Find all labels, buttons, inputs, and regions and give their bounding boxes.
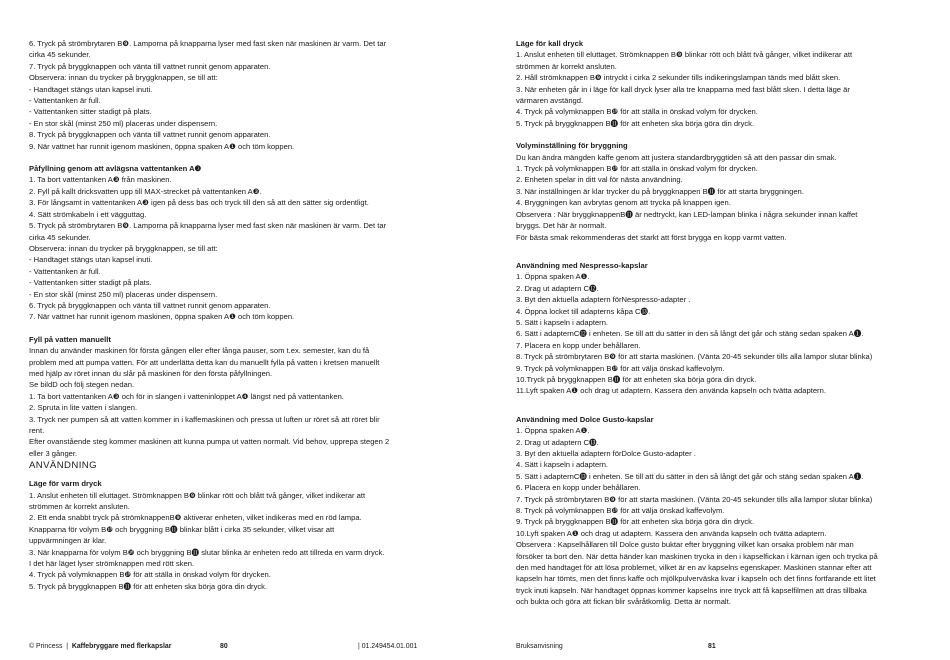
text-line: - Handtaget stängs utan kapsel inuti.	[29, 84, 153, 94]
text-line: 4. Sätt strömkabeln i ett vägguttag.	[29, 209, 147, 219]
text-line: problem med att pumpa vatten. För att underlätta detta kan du manuellt fylla på vatten i kretsen manuellt	[29, 357, 380, 367]
section-heading: Läge för kall dryck	[516, 39, 584, 48]
text-line: 10.Tryck på bryggknappen B⓫ för att enheten ska börja göra din dryck.	[516, 374, 757, 384]
text-line: 2. Enheten spelar in ditt val för nästa användning.	[516, 175, 683, 185]
text-line: Innan du använder maskinen för första gången eller efter långa pauser, som t.ex. semester, kan du få	[29, 346, 370, 356]
text-line: 1. Anslut enheten till eluttaget. Strömknappen B❾ blinkar rött och blått två gånger, vilket indikerar att	[29, 490, 366, 500]
text-line: 4. Bryggningen kan avbrytas genom att trycka på knappen igen.	[516, 198, 731, 208]
text-line: 8. Tryck på strömbrytaren B❾ för att starta maskinen. (Vänta 20-45 sekunder tills alla lampor slutar blinka)	[516, 352, 873, 362]
text-line: 2. Spruta in lite vatten i slangen.	[29, 403, 138, 413]
text-line: 7. Placera en kopp under behållaren.	[516, 340, 641, 350]
text-line: försöker ta bort den. När detta händer kan maskinen trycka in den i kapselfickan i kärnan igen och trycka på	[516, 551, 878, 561]
text-line: 1. Anslut enheten till eluttaget. Strömknappen B❾ blinkar rött och blått två gånger, vilket indikerar att	[516, 50, 853, 60]
text-line: Se bildD och följ stegen nedan.	[29, 380, 135, 390]
text-line: 9. Tryck på bryggknappen B⓫ för att enheten ska börja göra din dryck.	[516, 517, 755, 527]
text-line: 3. Byt den aktuella adaptern förNespresso-adapter .	[516, 295, 691, 305]
text-line: med hjälp av röret innan du slår på maskinen för den första påfyllningen.	[29, 368, 273, 378]
text-line: 5. Tryck på bryggknappen B⓫ för att enheten ska börja göra din dryck.	[29, 581, 268, 591]
text-line: cirka 45 sekunder.	[29, 232, 91, 242]
text-line: - Vattentanken är full.	[29, 96, 101, 106]
spacer	[516, 243, 911, 260]
spacer	[29, 152, 424, 163]
text-line: Du kan ändra mängden kaffe genom att justera standardbryggtiden så att den passar din smak.	[516, 152, 837, 162]
right-column	[516, 38, 911, 608]
text-line: 7. När vattnet har runnit igenom maskinen, öppna spaken A❶ och töm koppen.	[29, 312, 295, 322]
text-line: bryggs. Det här är normalt.	[516, 221, 607, 231]
spacer	[516, 129, 911, 140]
text-line: 11.Lyft spaken A❶ och drag ut adaptern. Kassera den använda kapseln och tvätta adaptern.	[516, 386, 826, 396]
text-line: strömmen är korrekt ansluten.	[516, 61, 617, 71]
chapter-heading: ANVÄNDNING	[29, 460, 97, 472]
text-line: den med handtaget för att lösa problemet, vilket är en av kapselns egenskaper. Maskinen stannar efter att	[516, 563, 872, 573]
page-number-right: 81	[708, 643, 716, 650]
text-line: Observera : När bryggknappenB⓫ är nedtryckt, kan LED-lampan blinka i några sekunder innan kaffet	[516, 209, 858, 219]
text-line: För bästa smak rekommenderas det starkt att först brygga en kopp varmt vatten.	[516, 232, 787, 242]
text-line: 1. Ta bort vattentanken A❸ från maskinen.	[29, 175, 172, 185]
text-line: 2. Drag ut adaptern C⓬.	[516, 283, 599, 293]
text-line: - Vattentanken sitter stadigt på plats.	[29, 278, 152, 288]
section-heading: Volyminställning för bryggning	[516, 141, 628, 151]
text-line: 8. Tryck på bryggknappen och vänta till vattnet runnit genom apparaten.	[29, 130, 271, 140]
text-line: 3. När inställningen är klar trycker du på bryggknappen B⓫ för att starta bryggningen.	[516, 186, 804, 196]
text-line: 6. Sätt i adapternC⓬ i enheten. Se till att du sätter in den så långt det går och stäng sedan spaken A❶.	[516, 329, 864, 339]
text-line: 2. Håll strömknappen B❾ intryckt i cirka 2 sekunder tills indikeringslampan tänds med blått sken.	[516, 73, 841, 83]
section-heading: Användning med Dolce Gusto-kapslar	[516, 414, 654, 424]
text-line: 3. Tryck ner pumpen så att vatten kommer in i kaffemaskinen och pressa ut luften ur röret så att röret blir	[29, 414, 380, 424]
footer-brand: © Princess	[29, 643, 63, 650]
text-line: uppvärmningen är klar.	[29, 536, 107, 546]
text-line: 4. Tryck på volymknappen B❿ för att ställa in önskad volym för drycken.	[516, 107, 758, 117]
text-line: 2. Fyll på kallt dricksvatten upp till MAX-strecket på vattentanken A❸.	[29, 186, 262, 196]
text-line: - En stor skål (minst 250 ml) placeras under dispensern.	[29, 289, 218, 299]
text-line: 1. Öppna spaken A❶.	[516, 272, 590, 282]
text-line: 3. Byt den aktuella adaptern förDolce Gusto-adapter .	[516, 449, 696, 458]
text-line: 9. Tryck på volymknappen B❿ för att välja önskad kaffevolym.	[516, 363, 725, 373]
footer-left: © Princess | Kaffebryggare med flerkapslar	[29, 643, 172, 650]
text-line: 8. Tryck på volymknappen B❿ för att välja önskad kaffevolym.	[516, 506, 725, 516]
text-line: Observera: innan du trycker på bryggknappen, se till att:	[29, 243, 218, 253]
text-line: 4. Öppna locket till adapterns kåpa C⓭.	[516, 306, 651, 316]
section-heading: Läge för varm dryck	[29, 479, 102, 489]
left-column	[29, 38, 424, 592]
section-heading: Påfyllning genom att avlägsna vattentanken A❸	[29, 164, 202, 174]
text-line: rent.	[29, 426, 45, 435]
section-heading: Fyll på vatten manuellt	[29, 334, 111, 344]
section-heading: Användning med Nespresso-kapslar	[516, 260, 648, 270]
text-line: 6. Tryck på strömbrytaren B❾. Lamporna på knapparna lyser med fast sken när maskinen är varm. Det tar	[29, 39, 387, 48]
text-line: 5. Tryck på bryggknappen B⓫ för att enheten ska börja göra din dryck.	[516, 118, 755, 128]
text-line: 4. Tryck på volymknappen B❿ för att ställa in önskad volym för drycken.	[29, 570, 271, 580]
text-line: 7. Tryck på strömbrytaren B❾ för att starta maskinen. (Vänta 20-45 sekunder tills alla lampor slutar blinka)	[516, 494, 873, 504]
text-line: 7. Tryck på bryggknappen och vänta till vattnet runnit genom apparaten.	[29, 61, 271, 71]
text-line: 10.Lyft spaken A❶ och drag ut adaptern. Kassera den använda kapseln och tvätta adaptern.	[516, 528, 827, 538]
text-line: 6. Placera en kopp under behållaren.	[516, 483, 641, 493]
text-line: - Vattentanken sitter stadigt på plats.	[29, 107, 152, 117]
text-line: och bukta och göra att fickan blir svåråtkomlig. Detta är normalt.	[516, 597, 731, 607]
text-line: 5. Sätt i adapternC⓭ i enheten. Se till att du sätter in den så långt det går och stäng sedan spaken A❶.	[516, 471, 864, 481]
text-line: 3. När knapparna för volym B❿ och bryggning B⓫ slutar blinka är enheten redo att tillreda en varm dryck.	[29, 547, 385, 557]
footer-right-title: Bruksanvisning	[516, 643, 563, 650]
text-line: Efter ovanstående steg kommer maskinen att kunna pumpa ut vatten normalt. Vid behov, upprepa stegen 2	[29, 437, 390, 447]
text-line: 4. Sätt i kapseln i adaptern.	[516, 460, 609, 470]
text-line: 1. Öppna spaken A❶.	[516, 426, 590, 436]
text-line: 5. Sätt i kapseln i adaptern.	[516, 317, 609, 327]
text-line: 9. När vattnet har runnit igenom maskinen, öppna spaken A❶ och töm koppen.	[29, 141, 295, 151]
text-line: kapseln har tömts, men det finns kaffe och mjölkpulverväska kvar i kapseln och det finns fortfarande ett litet	[516, 574, 876, 584]
text-line: Observera: innan du trycker på bryggknappen, se till att:	[29, 73, 218, 83]
text-line: - Vattentanken är full.	[29, 266, 101, 276]
text-line: eller 3 gånger.	[29, 448, 78, 458]
text-line: 5. Tryck på strömbrytaren B❾. Lamporna på knapparna lyser med fast sken när maskinen är varm. Det tar	[29, 221, 387, 231]
text-line: 6. Tryck på bryggknappen och vänta till vattnet runnit genom apparaten.	[29, 300, 271, 310]
text-line: I det här läget lyser strömknappen med rött sken.	[29, 559, 195, 569]
text-line: värmaren avstängd.	[516, 96, 584, 106]
text-line: 3. När enheten går in i läge för kall dryck lyser alla tre knapparna med fast blått sken. I detta läge är	[516, 84, 850, 94]
text-line: 1. Tryck på volymknappen B❿ för att ställa in önskad volym för drycken.	[516, 164, 758, 174]
text-line: - Handtaget stängs utan kapsel inuti.	[29, 255, 153, 265]
text-line: - En stor skål (minst 250 ml) placeras under dispensern.	[29, 118, 218, 128]
spacer	[29, 323, 424, 334]
text-line: 2. Drag ut adaptern C⓭.	[516, 437, 599, 447]
text-line: 2. Ett enda snabbt tryck på strömknappenB❾ aktiverar enheten, vilket indikeras med en röd lampa.	[29, 513, 362, 523]
footer-title: Kaffebryggare med flerkapslar	[71, 643, 172, 650]
page-number-left: 80	[220, 643, 228, 650]
text-line: strömmen är korrekt ansluten.	[29, 502, 130, 512]
text-line: cirka 45 sekunder.	[29, 50, 91, 60]
text-line: tryck inuti kapseln. När handtaget öppnas kommer kapselns inre tryck att få kapselfilmen att dras tillbaka	[516, 585, 867, 595]
text-line: 1. Ta bort vattentanken A❸ och för in slangen i vatteninloppet A❹ längst ned på vattentanken.	[29, 391, 344, 401]
spacer	[516, 397, 911, 414]
text-line: Knapparna för volym B❿ och bryggning B⓫ blinkar blått i cirka 35 sekunder, vilket visar att	[29, 524, 335, 534]
footer-code: | 01.249454.01.001	[358, 643, 418, 650]
text-line: Observera : Kapselhållaren till Dolce gusto buktar efter bryggning vilket kan orsaka problem när man	[516, 540, 854, 550]
text-line: 3. För långsamt in vattentanken A❸ igen på dess bas och tryck till den så att den sätter sig ordentligt.	[29, 198, 369, 208]
